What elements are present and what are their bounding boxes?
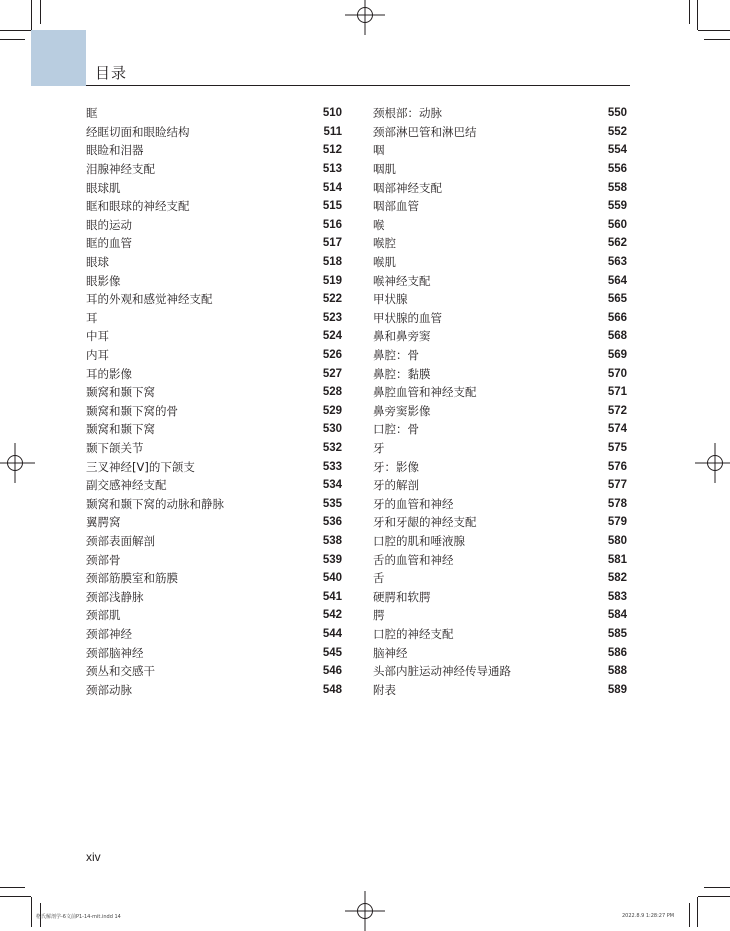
toc-entry[interactable] (373, 439, 627, 458)
toc-entry[interactable] (373, 216, 627, 235)
toc-entry-title: 颈部脑神经 (86, 645, 144, 660)
toc-entry-page: 526 (322, 349, 342, 362)
toc-entry[interactable] (86, 680, 342, 699)
toc-entry-title: 眶 (86, 106, 98, 121)
print-slug-timestamp: 2022.8.9 1:28:27 PM (622, 913, 675, 919)
crop-mark (0, 30, 31, 31)
toc-entry-title: 鼻腔：黏膜 (373, 366, 431, 381)
toc-entry-page: 524 (322, 330, 342, 343)
toc-entry[interactable] (86, 123, 342, 142)
toc-entry[interactable] (373, 402, 627, 421)
toc-entry-page: 510 (322, 107, 342, 120)
toc-entry-page: 583 (607, 590, 627, 603)
toc-entry[interactable] (86, 327, 342, 346)
toc-entry-title: 咽部血管 (373, 199, 419, 214)
toc-entry-page: 533 (322, 460, 342, 473)
toc-entry-page: 542 (322, 609, 342, 622)
crop-mark (697, 897, 698, 927)
toc-entry[interactable] (373, 625, 627, 644)
toc-entry[interactable] (86, 234, 342, 253)
toc-entry-title: 鼻旁窦影像 (373, 403, 431, 418)
toc-entry[interactable] (373, 550, 627, 569)
toc-entry[interactable] (86, 476, 342, 495)
toc-entry-page: 581 (607, 553, 627, 566)
toc-entry[interactable] (373, 178, 627, 197)
toc-entry[interactable] (86, 197, 342, 216)
toc-entry-page: 546 (322, 665, 342, 678)
toc-entry[interactable] (86, 606, 342, 625)
toc-entry-title: 硬腭和软腭 (373, 589, 431, 604)
toc-entry-title: 舌的血管和神经 (373, 552, 454, 567)
page-number: xiv (86, 850, 101, 864)
toc-entry-page: 532 (322, 441, 342, 454)
toc-entry-page: 514 (322, 181, 342, 194)
toc-entry-page: 541 (322, 590, 342, 603)
toc-entry-title: 颈部骨 (86, 552, 121, 567)
toc-entry-title: 牙的解剖 (373, 478, 419, 493)
toc-entry[interactable] (86, 587, 342, 606)
toc-entry-page: 576 (607, 460, 627, 473)
toc-entry-title: 颈根部：动脉 (373, 106, 442, 121)
toc-entry-title: 鼻腔血管和神经支配 (373, 385, 477, 400)
toc-entry-title: 颈部表面解剖 (86, 533, 155, 548)
registration-mark-icon (0, 443, 35, 483)
toc-entry-title: 颈部浅静脉 (86, 589, 144, 604)
toc-entry-title: 口腔的神经支配 (373, 626, 454, 641)
toc-entry-title: 颈部神经 (86, 626, 132, 641)
toc-entry[interactable] (373, 104, 627, 123)
toc-entry-title: 中耳 (86, 329, 109, 344)
toc-entry-title: 鼻腔：骨 (373, 348, 419, 363)
toc-entry[interactable] (373, 662, 627, 681)
toc-entry-page: 548 (322, 683, 342, 696)
toc-entry-title: 眼球肌 (86, 180, 121, 195)
toc-entry-page: 528 (322, 386, 342, 399)
toc-entry[interactable] (373, 364, 627, 383)
toc-entry-title: 三叉神经[V]的下颌支 (86, 459, 195, 474)
toc-entry-title: 耳的影像 (86, 366, 132, 381)
toc-entry[interactable] (373, 383, 627, 402)
crop-mark (698, 896, 730, 897)
crop-mark (0, 887, 25, 888)
toc-entry[interactable] (86, 271, 342, 290)
toc-entry-title: 腭 (373, 608, 385, 623)
toc-entry-page: 529 (322, 404, 342, 417)
toc-entry[interactable] (86, 290, 342, 309)
page-title: 目录 (95, 64, 128, 82)
toc-column-right (373, 104, 627, 699)
toc-entry-page: 559 (607, 200, 627, 213)
crop-mark (689, 0, 690, 24)
registration-mark-icon (345, 0, 385, 35)
toc-entry-page: 556 (607, 163, 627, 176)
toc-entry-title: 甲状腺 (373, 292, 408, 307)
toc-entry[interactable] (373, 494, 627, 513)
toc-entry-title: 眼的运动 (86, 217, 132, 232)
toc-entry[interactable] (373, 346, 627, 365)
toc-entry-title: 副交感神经支配 (86, 478, 167, 493)
toc-entry[interactable] (373, 532, 627, 551)
toc-entry-page: 562 (607, 237, 627, 250)
toc-entry-page: 572 (607, 404, 627, 417)
toc-entry-title: 眼睑和泪器 (86, 143, 144, 158)
toc-entry-title: 颈部肌 (86, 608, 121, 623)
toc-entry-page: 515 (322, 200, 342, 213)
toc-entry[interactable] (86, 383, 342, 402)
toc-entry-page: 513 (322, 163, 342, 176)
crop-mark (689, 903, 690, 927)
toc-entry-page: 550 (607, 107, 627, 120)
toc-entry[interactable] (373, 309, 627, 328)
toc-entry-title: 内耳 (86, 348, 109, 363)
toc-entry-page: 535 (322, 497, 342, 510)
toc-entry[interactable] (86, 420, 342, 439)
toc-entry-title: 喉腔 (373, 236, 396, 251)
toc-entry-title: 颈丛和交感干 (86, 664, 155, 679)
toc-entry-page: 540 (322, 572, 342, 585)
toc-entry-page: 564 (607, 274, 627, 287)
crop-mark (704, 887, 730, 888)
toc-entry[interactable] (373, 123, 627, 142)
toc-entry[interactable] (373, 160, 627, 179)
toc-entry-page: 565 (607, 293, 627, 306)
toc-entry-page: 512 (322, 144, 342, 157)
toc-entry-page: 566 (607, 311, 627, 324)
toc-entry-page: 563 (607, 256, 627, 269)
toc-entry[interactable] (373, 420, 627, 439)
toc-entry-page: 579 (607, 516, 627, 529)
toc-entry[interactable] (86, 104, 342, 123)
toc-entry-title: 眼影像 (86, 273, 121, 288)
toc-entry[interactable] (86, 402, 342, 421)
toc-entry[interactable] (373, 271, 627, 290)
toc-entry-page: 560 (607, 218, 627, 231)
toc-entry-page: 584 (607, 609, 627, 622)
toc-entry[interactable] (373, 587, 627, 606)
crop-mark (698, 30, 730, 31)
registration-mark-icon (345, 891, 385, 931)
toc-entry[interactable] (373, 253, 627, 272)
toc-entry-page: 544 (322, 627, 342, 640)
toc-entry[interactable] (373, 141, 627, 160)
toc-entry[interactable] (373, 327, 627, 346)
toc-entry-title: 舌 (373, 571, 385, 586)
toc-entry-title: 颞窝和颞下窝 (86, 422, 155, 437)
toc-entry-page: 586 (607, 646, 627, 659)
toc-entry-title: 咽 (373, 143, 385, 158)
toc-entry-page: 538 (322, 534, 342, 547)
crop-mark (0, 39, 25, 40)
toc-entry-page: 585 (607, 627, 627, 640)
toc-entry-title: 咽肌 (373, 162, 396, 177)
toc-entry-title: 口腔的肌和唾液腺 (373, 533, 465, 548)
toc-entry-title: 喉 (373, 217, 385, 232)
toc-entry-title: 鼻和鼻旁窦 (373, 329, 431, 344)
toc-entry-title: 牙 (373, 440, 385, 455)
toc-entry-title: 眼球 (86, 255, 109, 270)
toc-entry-page: 518 (322, 256, 342, 269)
toc-entry[interactable] (86, 513, 342, 532)
toc-entry[interactable] (86, 141, 342, 160)
toc-entry[interactable] (86, 662, 342, 681)
toc-entry-title: 颞窝和颞下窝的动脉和静脉 (86, 496, 224, 511)
toc-entry-title: 颈部淋巴管和淋巴结 (373, 124, 477, 139)
toc-entry-title: 牙的血管和神经 (373, 496, 454, 511)
toc-entry[interactable] (86, 216, 342, 235)
crop-mark (697, 0, 698, 30)
toc-entry-title: 眶的血管 (86, 236, 132, 251)
toc-entry-title: 喉神经支配 (373, 273, 431, 288)
toc-entry-page: 568 (607, 330, 627, 343)
toc-entry-title: 颞窝和颞下窝的骨 (86, 403, 178, 418)
toc-entry-page: 588 (607, 665, 627, 678)
toc-entry[interactable] (373, 569, 627, 588)
crop-mark (40, 0, 41, 24)
toc-entry[interactable] (373, 476, 627, 495)
toc-entry-page: 554 (607, 144, 627, 157)
toc-entry-title: 翼腭窝 (86, 515, 121, 530)
toc-entry[interactable] (86, 457, 342, 476)
toc-entry-title: 颈部筋膜室和筋膜 (86, 571, 178, 586)
crop-mark (31, 0, 32, 30)
toc-entry[interactable] (86, 160, 342, 179)
toc-entry[interactable] (86, 253, 342, 272)
toc-entry[interactable] (86, 643, 342, 662)
toc-entry[interactable] (373, 457, 627, 476)
toc-entry[interactable] (86, 532, 342, 551)
toc-entry[interactable] (373, 513, 627, 532)
toc-entry-page: 570 (607, 367, 627, 380)
toc-entry-title: 泪腺神经支配 (86, 162, 155, 177)
toc-entry-title: 附表 (373, 682, 396, 697)
toc-entry-title: 经眶切面和眼睑结构 (86, 124, 190, 139)
toc-entry-page: 558 (607, 181, 627, 194)
toc-entry-title: 头部内脏运动神经传导通路 (373, 664, 511, 679)
toc-entry-title: 牙：影像 (373, 459, 419, 474)
crop-mark (0, 896, 31, 897)
toc-entry[interactable] (373, 234, 627, 253)
toc-entry[interactable] (86, 569, 342, 588)
toc-entry[interactable] (86, 494, 342, 513)
toc-entry-page: 534 (322, 479, 342, 492)
toc-entry-page: 527 (322, 367, 342, 380)
toc-entry[interactable] (373, 606, 627, 625)
toc-entry-title: 喉肌 (373, 255, 396, 270)
toc-entry[interactable] (86, 625, 342, 644)
header-rule (86, 85, 630, 86)
toc-entry[interactable] (373, 290, 627, 309)
toc-entry-page: 517 (322, 237, 342, 250)
toc-entry-title: 口腔：骨 (373, 422, 419, 437)
header-color-block (31, 30, 86, 86)
toc-entry[interactable] (373, 197, 627, 216)
toc-entry[interactable] (373, 680, 627, 699)
toc-entry-page: 530 (322, 423, 342, 436)
toc-column-left (86, 104, 342, 699)
toc-entry-title: 颞下颌关节 (86, 440, 144, 455)
toc-entry-title: 耳的外观和感觉神经支配 (86, 292, 213, 307)
toc-entry-page: 516 (322, 218, 342, 231)
toc-entry-page: 539 (322, 553, 342, 566)
toc-entry-page: 536 (322, 516, 342, 529)
toc-entry-title: 眶和眼球的神经支配 (86, 199, 190, 214)
toc-entry-page: 589 (607, 683, 627, 696)
crop-mark (31, 897, 32, 927)
toc-entry-page: 511 (323, 125, 342, 138)
toc-entry-page: 580 (607, 534, 627, 547)
toc-entry-page: 577 (607, 479, 627, 492)
toc-entry-title: 颈部动脉 (86, 682, 132, 697)
toc-entry[interactable] (86, 346, 342, 365)
toc-entry-page: 571 (607, 386, 627, 399)
toc-entry-page: 569 (607, 349, 627, 362)
crop-mark (704, 39, 730, 40)
toc-entry[interactable] (86, 309, 342, 328)
toc-entry[interactable] (86, 178, 342, 197)
toc-entry-page: 578 (607, 497, 627, 510)
toc-entry-title: 脑神经 (373, 645, 408, 660)
toc-entry-title: 牙和牙龈的神经支配 (373, 515, 477, 530)
toc-entry-page: 545 (322, 646, 342, 659)
toc-entry-page: 574 (607, 423, 627, 436)
toc-entry[interactable] (86, 550, 342, 569)
toc-entry-page: 522 (322, 293, 342, 306)
toc-entry-title: 颞窝和颞下窝 (86, 385, 155, 400)
toc-entry[interactable] (86, 364, 342, 383)
toc-entry[interactable] (86, 439, 342, 458)
print-slug-filename: 格氏解剖学-6文前P1-14-mit.indd 14 (36, 914, 121, 920)
toc-entry-page: 552 (607, 125, 627, 138)
toc-entry-title: 甲状腺的血管 (373, 310, 442, 325)
toc-entry-title: 咽部神经支配 (373, 180, 442, 195)
toc-entry-page: 519 (322, 274, 342, 287)
toc-entry-page: 523 (322, 311, 342, 324)
toc-entry-page: 582 (607, 572, 627, 585)
toc-entry[interactable] (373, 643, 627, 662)
registration-mark-icon (695, 443, 730, 483)
toc-entry-title: 耳 (86, 310, 98, 325)
toc-entry-page: 575 (607, 441, 627, 454)
